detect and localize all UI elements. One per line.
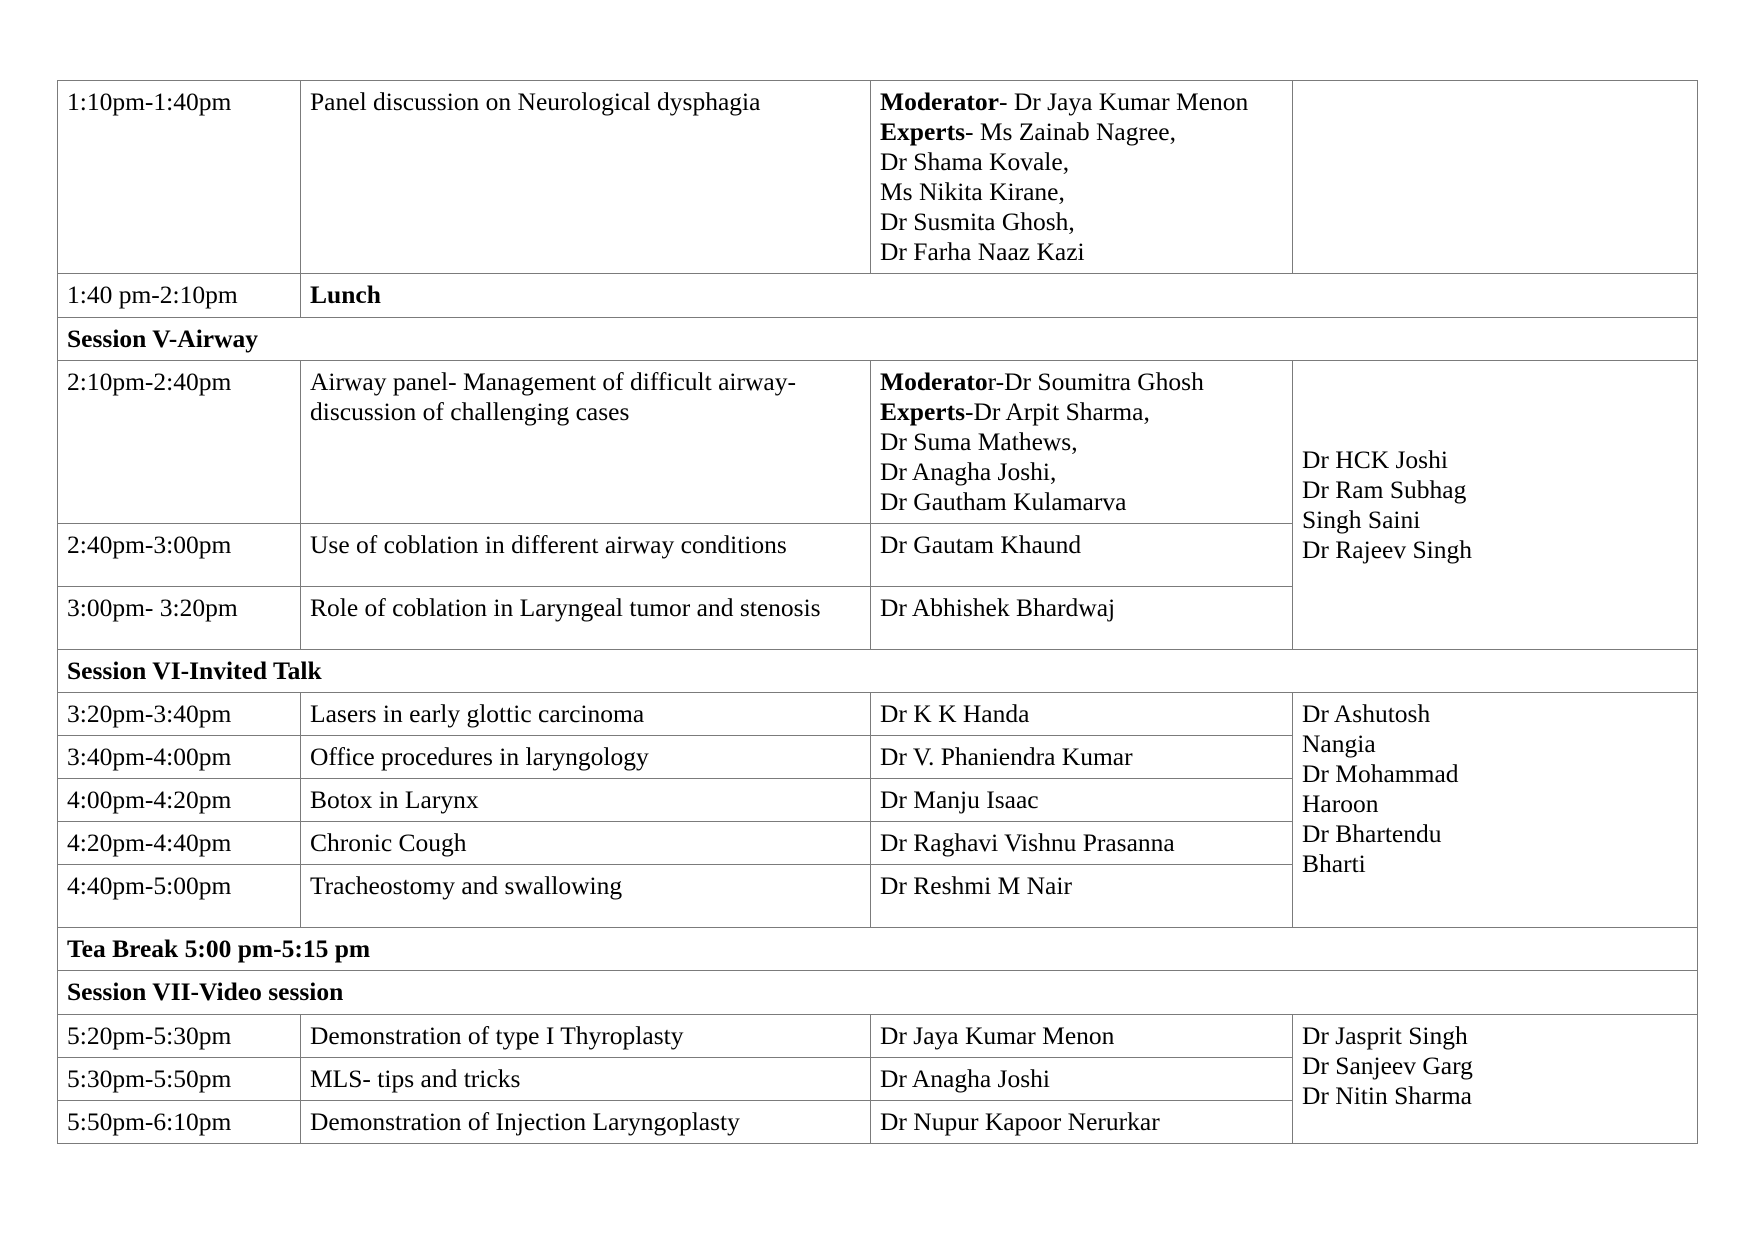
faculty-name: Dr Susmita Ghosh, (880, 207, 1075, 237)
cell-time: 4:40pm-5:00pm (58, 865, 301, 928)
cell-time: 5:30pm-5:50pm (58, 1057, 301, 1100)
cell-time: 5:50pm-6:10pm (58, 1100, 301, 1143)
table-row (58, 274, 1698, 317)
faculty-experts-line: Experts-Dr Arpit Sharma, (880, 396, 1150, 426)
cell-topic: Demonstration of type I Thyroplasty (301, 1014, 871, 1057)
faculty-name: Ms Nikita Kirane, (880, 177, 1065, 207)
cell-topic: Lunch (301, 274, 1698, 317)
chairperson-name: Dr Ram Subhag (1302, 474, 1467, 504)
cell-topic: MLS- tips and tricks (301, 1057, 871, 1100)
cell-faculty: Dr Manju Isaac (871, 779, 1293, 822)
cell-time: 3:20pm-3:40pm (58, 693, 301, 736)
cell-time: 1:40 pm-2:10pm (58, 274, 301, 317)
cell-topic: Botox in Larynx (301, 779, 871, 822)
chairperson-name: Haroon (1302, 789, 1379, 819)
cell-time: 2:40pm-3:00pm (58, 524, 301, 587)
table-row (58, 693, 1698, 736)
chairperson-name: Nangia (1302, 729, 1376, 759)
chairperson-name: Dr Rajeev Singh (1302, 534, 1472, 564)
chairperson-name: Dr Jasprit Singh (1302, 1020, 1468, 1050)
cell-time: 2:10pm-2:40pm (58, 360, 301, 523)
chairperson-name: Dr Bhartendu (1302, 819, 1442, 849)
cell-chairperson (1293, 360, 1698, 649)
table-row (58, 81, 1698, 274)
section-header-row (58, 971, 1698, 1014)
cell-faculty: Dr Anagha Joshi (871, 1057, 1293, 1100)
cell-time: 4:00pm-4:20pm (58, 779, 301, 822)
cell-faculty (871, 360, 1293, 523)
section-header-row (58, 317, 1698, 360)
topic-line: Airway panel- Management of difficult airway- (310, 366, 796, 396)
cell-time: 5:20pm-5:30pm (58, 1014, 301, 1057)
chairperson-name: Dr Sanjeev Garg (1302, 1050, 1473, 1080)
cell-topic: Demonstration of Injection Laryngoplasty (301, 1100, 871, 1143)
cell-time: 1:10pm-1:40pm (58, 81, 301, 274)
break-title: Tea Break 5:00 pm-5:15 pm (58, 928, 1698, 971)
break-row (58, 928, 1698, 971)
cell-topic: Lasers in early glottic carcinoma (301, 693, 871, 736)
cell-time: 4:20pm-4:40pm (58, 822, 301, 865)
topic-line: discussion of challenging cases (310, 396, 630, 426)
cell-topic: Tracheostomy and swallowing (301, 865, 871, 928)
section-title: Session VI-Invited Talk (58, 650, 1698, 693)
chairperson-name: Dr Nitin Sharma (1302, 1080, 1472, 1110)
cell-faculty (871, 81, 1293, 274)
cell-faculty: Dr Reshmi M Nair (871, 865, 1293, 928)
cell-faculty: Dr Gautam Khaund (871, 524, 1293, 587)
cell-chairperson (1293, 81, 1698, 274)
cell-time: 3:00pm- 3:20pm (58, 587, 301, 650)
chairperson-name: Bharti (1302, 849, 1366, 879)
section-header-row (58, 650, 1698, 693)
table-row (58, 1014, 1698, 1057)
faculty-name: Dr Suma Mathews, (880, 426, 1078, 456)
chairperson-name: Dr Mohammad (1302, 759, 1459, 789)
faculty-name: Dr Anagha Joshi, (880, 456, 1057, 486)
cell-chairperson (1293, 1014, 1698, 1143)
cell-faculty: Dr Nupur Kapoor Nerurkar (871, 1100, 1293, 1143)
table-row (58, 360, 1698, 523)
cell-faculty: Dr Raghavi Vishnu Prasanna (871, 822, 1293, 865)
faculty-moderator-line: Moderator- Dr Jaya Kumar Menon (880, 87, 1249, 116)
faculty-name: Dr Farha Naaz Kazi (880, 237, 1085, 267)
cell-topic: Use of coblation in different airway conditions (301, 524, 871, 587)
faculty-experts-line: Experts- Ms Zainab Nagree, (880, 117, 1176, 147)
schedule-table (57, 80, 1698, 1144)
cell-chairperson (1293, 693, 1698, 928)
cell-topic (301, 360, 871, 523)
cell-time: 3:40pm-4:00pm (58, 736, 301, 779)
section-title: Session VII-Video session (58, 971, 1698, 1014)
cell-topic: Office procedures in laryngology (301, 736, 871, 779)
cell-topic: Role of coblation in Laryngeal tumor and stenosis (301, 587, 871, 650)
cell-faculty: Dr V. Phaniendra Kumar (871, 736, 1293, 779)
faculty-name: Dr Shama Kovale, (880, 147, 1070, 177)
cell-topic: Chronic Cough (301, 822, 871, 865)
chairperson-name: Dr HCK Joshi (1302, 444, 1448, 474)
chairperson-name: Singh Saini (1302, 504, 1421, 534)
chairperson-name: Dr Ashutosh (1302, 699, 1431, 729)
cell-faculty: Dr Jaya Kumar Menon (871, 1014, 1293, 1057)
cell-topic: Panel discussion on Neurological dysphagia (301, 81, 871, 274)
faculty-name: Dr Gautham Kulamarva (880, 486, 1127, 516)
faculty-moderator-line: Moderator-Dr Soumitra Ghosh (880, 366, 1204, 396)
section-title: Session V-Airway (58, 317, 1698, 360)
cell-faculty: Dr Abhishek Bhardwaj (871, 587, 1293, 650)
cell-faculty: Dr K K Handa (871, 693, 1293, 736)
